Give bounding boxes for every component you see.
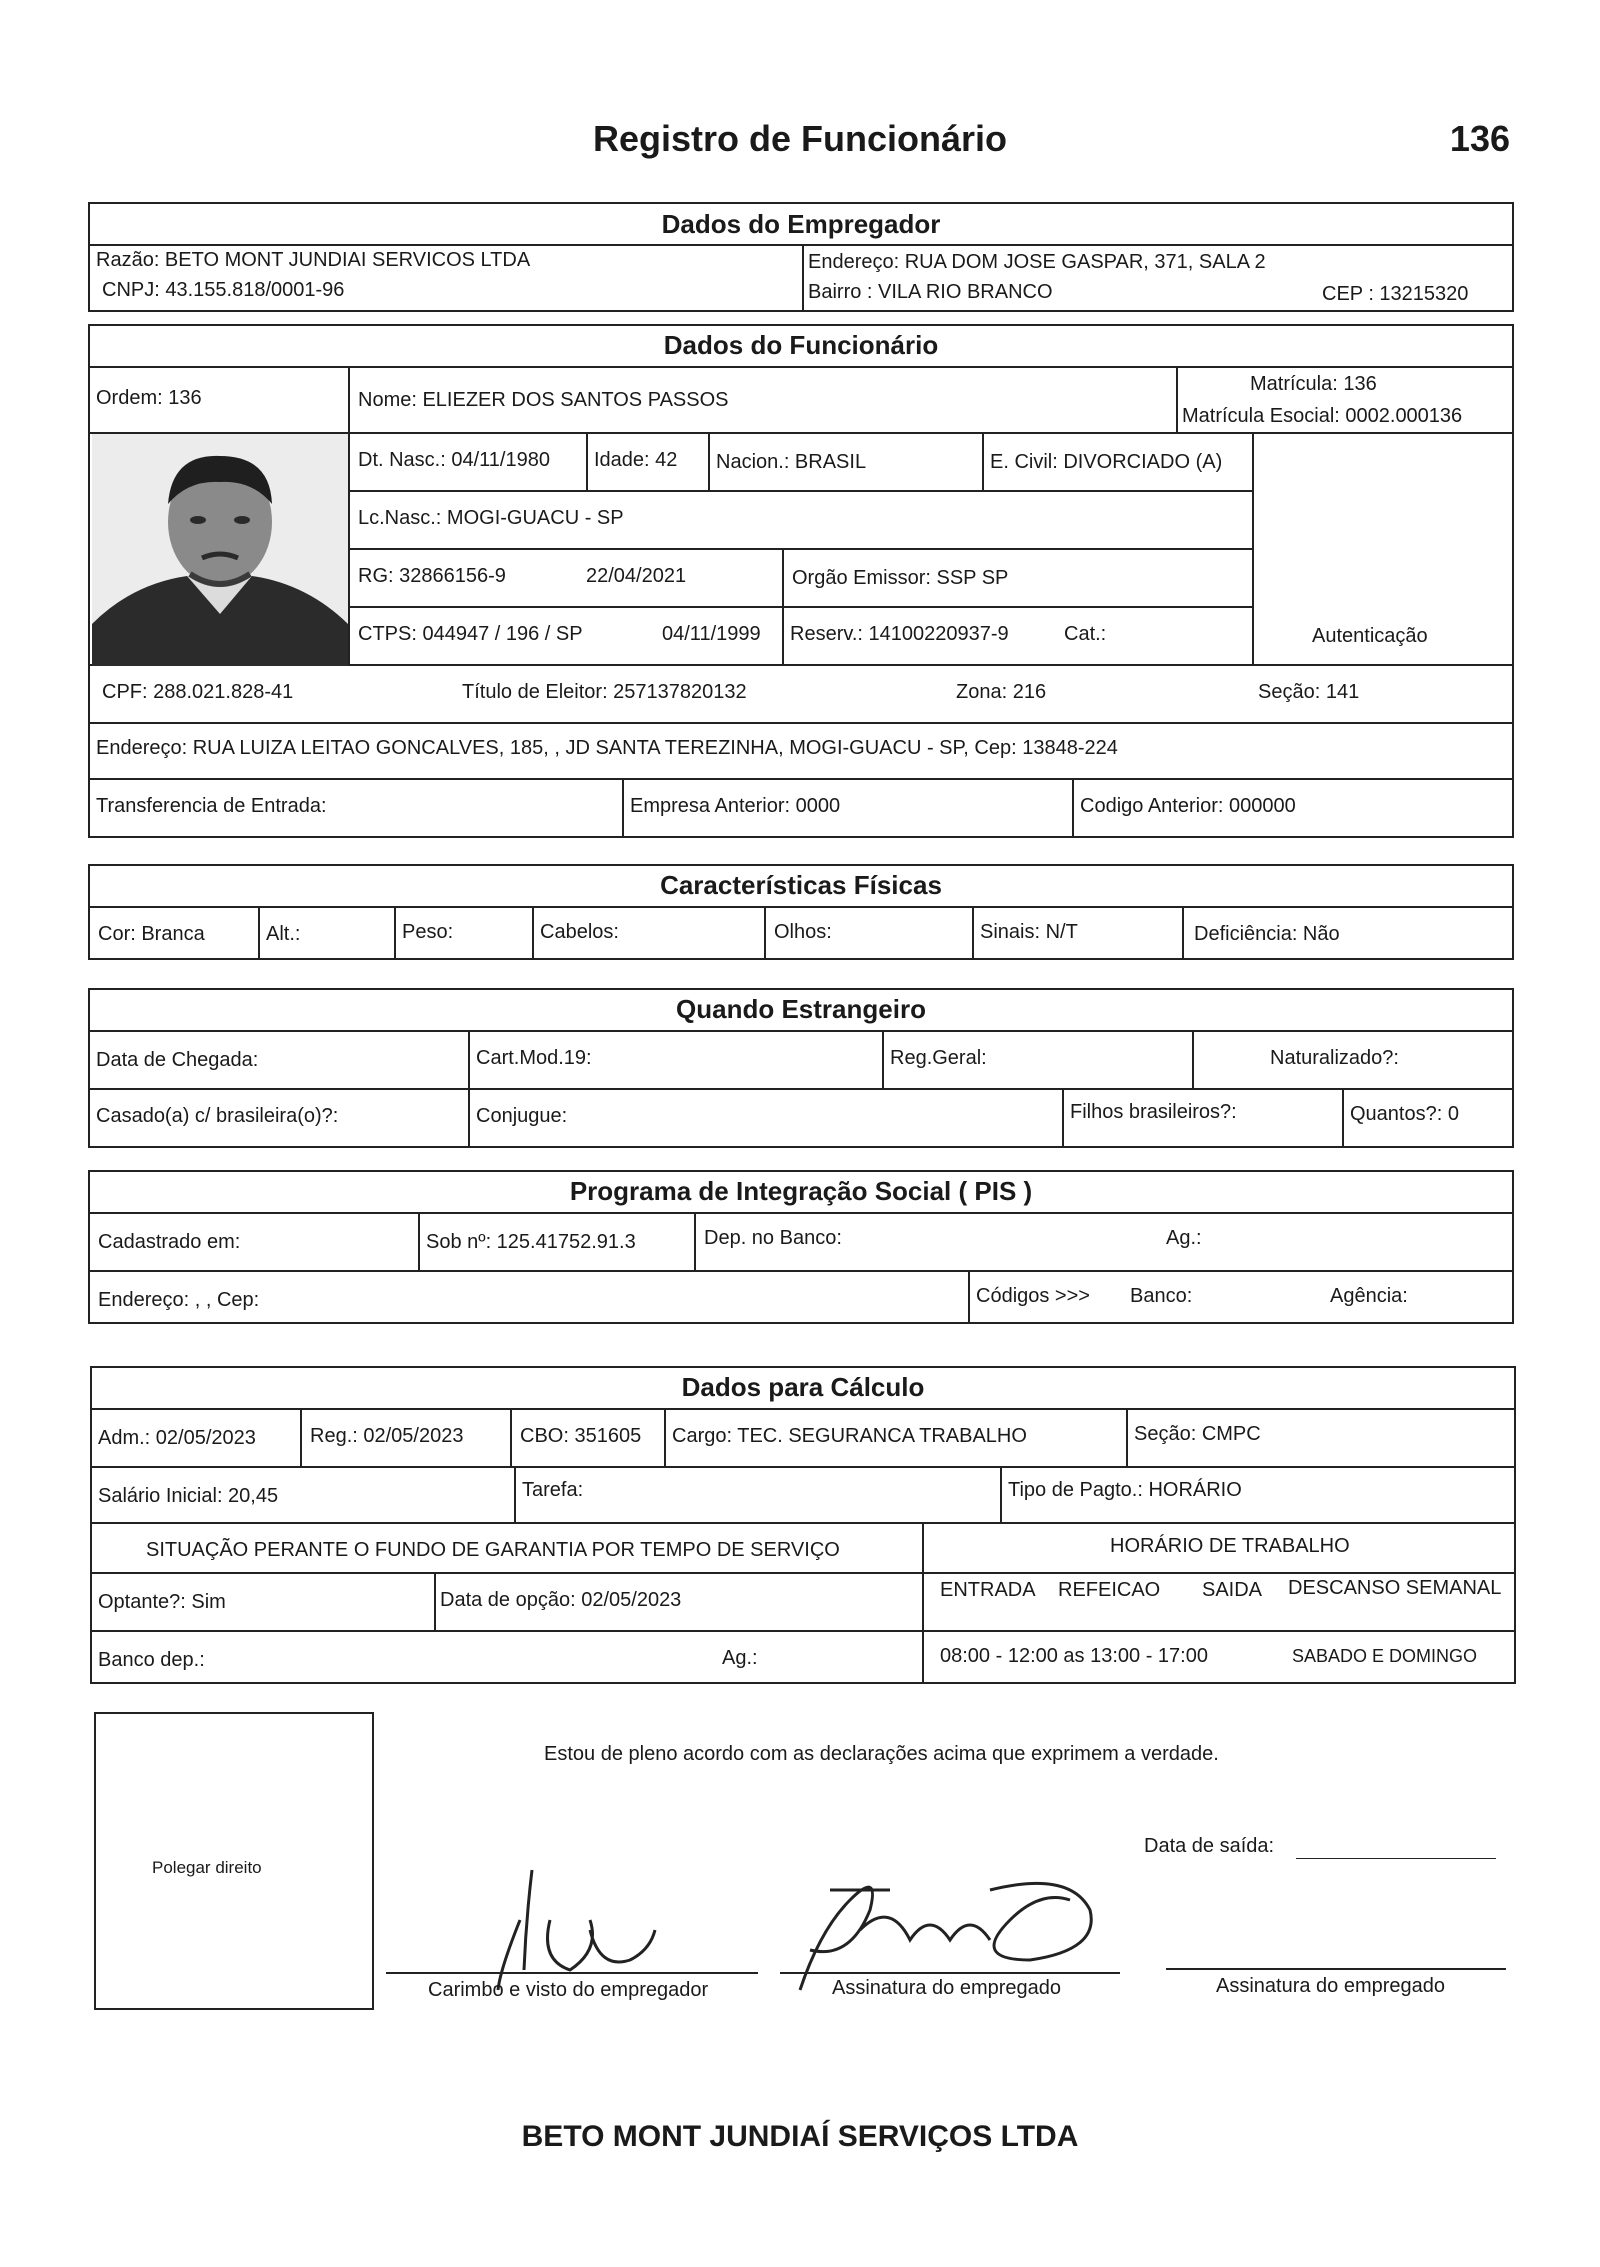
pis-section-title: Programa de Integração Social ( PIS ) [569,1176,1033,1206]
foreigner-filhos: Filhos brasileiros?: [1070,1101,1237,1123]
calc-cbo: CBO: 351605 [520,1425,642,1447]
employee-ctps-date: 04/11/1999 [662,623,761,645]
employee-zona: Zona: 216 [956,681,1047,703]
employee-reserv: Reserv.: 14100220937-9 [790,623,1009,645]
foreigner-conjugue: Conjugue: [476,1105,568,1127]
foreigner-reggeral: Reg.Geral: [890,1047,987,1069]
employee-cpf: CPF: 288.021.828-41 [102,681,294,703]
employee-autenticacao: Autenticação [1312,625,1428,647]
employer-cep: CEP : 13215320 [1322,283,1469,305]
employer-section-title: Dados do Empregador [661,209,941,239]
physical-deficiencia: Deficiência: Não [1194,923,1340,945]
foreigner-cartmod: Cart.Mod.19: [476,1047,592,1069]
physical-olhos: Olhos: [774,921,832,943]
calc-saida: SAIDA [1202,1579,1263,1601]
exit-date-label: Data de saída: [1144,1835,1275,1857]
foreigner-quantos: Quantos?: 0 [1350,1103,1459,1125]
calc-banco-dep: Banco dep.: [98,1649,205,1671]
employee-signature-label-2: Assinatura do empregado [1216,1975,1446,1997]
calc-secao: Seção: CMPC [1134,1423,1261,1445]
employee-signature-line-2 [1166,1968,1506,1970]
pis-banco: Banco: [1130,1285,1193,1307]
calc-cargo: Cargo: TEC. SEGURANCA TRABALHO [672,1425,1027,1447]
calc-fgts: SITUAÇÃO PERANTE O FUNDO DE GARANTIA POR TEMPO DE SERVIÇO [146,1539,840,1561]
page-title: Registro de Funcionário [592,118,1008,159]
employee-photo [92,434,348,666]
employee-codigo-anterior: Codigo Anterior: 000000 [1080,795,1296,817]
pis-section [88,1170,1514,1324]
pis-codigos: Códigos >>> [976,1285,1090,1307]
calc-refeicao: REFEICAO [1058,1579,1161,1601]
employee-nacion: Nacion.: BRASIL [716,451,867,473]
calc-data-opcao: Data de opção: 02/05/2023 [440,1589,682,1611]
calc-tipo-pagto: Tipo de Pagto.: HORÁRIO [1008,1479,1242,1501]
thumbprint-label: Polegar direito [152,1858,262,1877]
employer-signature-label: Carimbo e visto do empregador [428,1979,709,2001]
calc-horario-title: HORÁRIO DE TRABALHO [1110,1535,1350,1557]
physical-cor: Cor: Branca [98,923,205,945]
pis-agencia: Agência: [1330,1285,1408,1307]
foreigner-casado: Casado(a) c/ brasileira(o)?: [96,1105,339,1127]
foreigner-section [88,988,1514,1148]
employee-ordem: Ordem: 136 [96,387,202,409]
employer-cnpj: CNPJ: 43.155.818/0001-96 [102,279,345,301]
calc-descanso: DESCANSO SEMANAL [1288,1577,1502,1599]
pis-dep-banco: Dep. no Banco: [704,1227,842,1249]
foreigner-section-title: Quando Estrangeiro [676,994,926,1024]
employee-rg-date: 22/04/2021 [586,565,687,587]
employer-bairro: Bairro : VILA RIO BRANCO [808,281,1053,303]
pis-sob: Sob nº: 125.41752.91.3 [426,1231,636,1253]
calc-tarefa: Tarefa: [522,1479,584,1501]
calc-section-title: Dados para Cálculo [681,1372,925,1402]
physical-sinais: Sinais: N/T [980,921,1078,943]
employee-matricula-esocial: Matrícula Esocial: 0002.000136 [1182,405,1463,427]
employee-idade: Idade: 42 [594,449,678,471]
employee-signature-label-1: Assinatura do empregado [832,1977,1062,1999]
calc-section [90,1366,1516,1684]
employer-section [88,202,1514,312]
employee-empresa-anterior: Empresa Anterior: 0000 [630,795,841,817]
page-number: 136 [1449,118,1510,159]
physical-cabelos: Cabelos: [540,921,619,943]
physical-section-title: Características Físicas [660,870,942,900]
calc-entrada: ENTRADA [940,1579,1036,1601]
calc-ag: Ag.: [722,1647,758,1669]
physical-section [88,864,1514,960]
employee-section-title: Dados do Funcionário [663,330,939,360]
calc-dias: SABADO E DOMINGO [1292,1646,1478,1666]
exit-date-line [1296,1858,1496,1859]
employee-nome: Nome: ELIEZER DOS SANTOS PASSOS [358,389,729,411]
employee-endereco: Endereço: RUA LUIZA LEITAO GONCALVES, 185, , JD SANTA TEREZINHA, MOGI-GUACU - SP, Cep: 13848-224 [96,737,1118,759]
employee-titulo: Título de Eleitor: 257137820132 [462,681,747,703]
pis-cadastrado: Cadastrado em: [98,1231,241,1253]
employee-cat: Cat.: [1064,623,1107,645]
employee-orgao: Orgão Emissor: SSP SP [792,567,1009,589]
agreement-text: Estou de pleno acordo com as declarações acima que exprimem a verdade. [544,1743,1219,1765]
thumbprint-box [94,1712,374,2010]
employee-signature-line-1 [780,1972,1120,1974]
foreigner-naturalizado: Naturalizado?: [1270,1047,1399,1069]
employer-endereco: Endereço: RUA DOM JOSE GASPAR, 371, SALA 2 [808,251,1266,273]
calc-adm: Adm.: 02/05/2023 [98,1427,256,1449]
footer-company: BETO MONT JUNDIAÍ SERVIÇOS LTDA [521,2120,1079,2153]
physical-peso: Peso: [402,921,454,943]
employee-ctps: CTPS: 044947 / 196 / SP [358,623,583,645]
employee-rg: RG: 32866156-9 [358,565,506,587]
employer-signature-line [386,1972,758,1974]
employer-razao: Razão: BETO MONT JUNDIAI SERVICOS LTDA [96,249,531,271]
employee-civil: E. Civil: DIVORCIADO (A) [990,451,1223,473]
pis-ag: Ag.: [1166,1227,1202,1249]
foreigner-chegada: Data de Chegada: [96,1049,259,1071]
calc-salario: Salário Inicial: 20,45 [98,1485,279,1507]
calc-optante: Optante?: Sim [98,1591,226,1613]
employee-matricula: Matrícula: 136 [1250,373,1377,395]
physical-alt: Alt.: [266,923,301,945]
employee-lc-nasc: Lc.Nasc.: MOGI-GUACU - SP [358,507,624,529]
calc-horario-values: 08:00 - 12:00 as 13:00 - 17:00 [940,1645,1208,1667]
calc-reg: Reg.: 02/05/2023 [310,1425,464,1447]
pis-endereco: Endereço: , , Cep: [98,1289,260,1311]
employee-dt-nasc: Dt. Nasc.: 04/11/1980 [358,449,550,471]
employee-secao: Seção: 141 [1258,681,1360,703]
employee-transferencia: Transferencia de Entrada: [96,795,327,817]
